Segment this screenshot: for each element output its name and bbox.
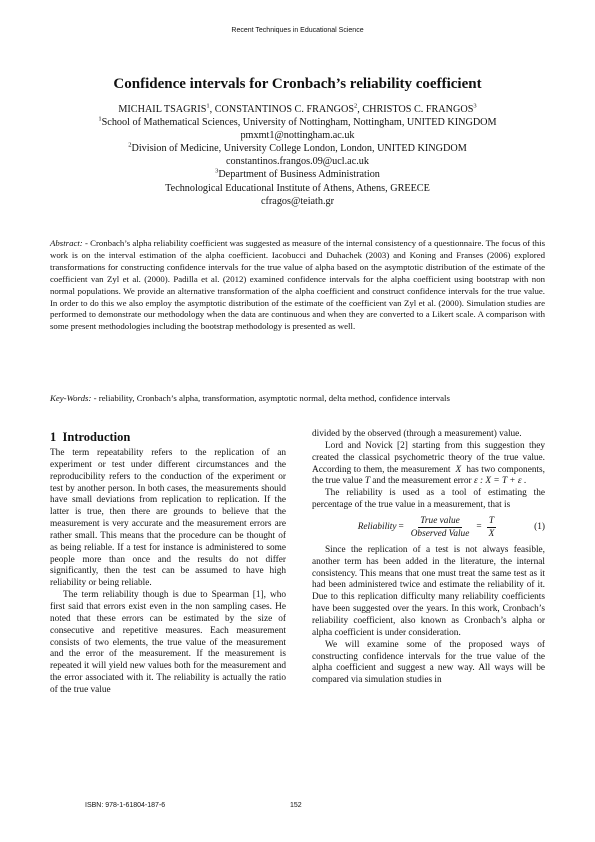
eq-lhs: Reliability <box>357 522 397 533</box>
section-heading <box>50 429 286 445</box>
paragraph: The term reliability though is due to Spearman [1], who first said that errors exist even in the non sampling cases. He noted that these errors can be estimated by the size of consecutive and repetitive measures. Each measurement consists of two elements, the true value of the measurement and the error of the measurement. If the measurement is repeated it will yield new values both for the measurement and the error associated with it. The reliability is actually the ratio of the true value <box>50 590 286 695</box>
eq-fraction <box>409 516 472 539</box>
paragraph-text: and the measurement error <box>372 476 474 487</box>
affiliation-sup: 3 <box>215 168 219 176</box>
eq-equals: = <box>398 522 404 533</box>
abstract-text: - Cronbach’s alpha reliability coefficient was suggested as measure of the internal consistency of a questionnaire. The focus of this work is on the interval estimation of the alpha coefficient. Iacobucci and Duhachek (2003) and Koning and Franses (2006) explored transformations for constructing confidence intervals for the true value of alpha based on the asymptotic distribution of the estimate of the coefficient van Zyl et al. (2000). Padilla et al. (2012) examined confidence intervals for the alpha coefficient using bootstrap with non normal populations. We provide an alternative transformation of the alpha coefficient and construct confidence intervals for the true value. In order to do this we also employ the asymptotic distribution of the estimate of the coefficient van Zyl et al. (2000). Simulation studies are performed to demonstrate our methodology when the data are continuous and when they are converted to a Likert scale. A comparison with some present methodologies including the bootstrap methodology is presented as well. <box>50 238 545 332</box>
eq-numerator: T <box>488 515 494 526</box>
keywords-text: - reliability, Cronbach’s alpha, transformation, asymptotic normal, delta method, confidence intervals <box>91 393 450 403</box>
page-number: 152 <box>290 802 302 809</box>
affiliation-text: Division of Medicine, University College London, London, UNITED KINGDOM <box>131 143 467 155</box>
author-sup: 3 <box>473 102 477 110</box>
eq-fraction <box>487 516 497 539</box>
paragraph: Lord and Novick [2] starting from this suggestion they created the classical psychometric theory of the true value. According to them, the measurement X has two components, the true value T and the measurement error ε : X = T + ε . <box>312 440 545 487</box>
running-header: Recent Techniques in Educational Science <box>231 27 364 34</box>
affiliation-email: cfragos@teiath.gr <box>260 195 335 207</box>
paragraph: Since the replication of a test is not always feasible, another term has been added in the literature, the internal consistency. This means that one must treat the same test as it had been administered twice and estimate the reliability of it. Due to this replication difficulty many reliability coefficients have been suggested over the years. In this work, Cronbach’s reliability coefficient, also known as Cronbach’s alpha or alpha coefficient is under consideration. <box>312 544 545 638</box>
footer-isbn: ISBN: 978-1-61804-187-6 <box>85 802 166 809</box>
author-list: MICHAIL TSAGRIS$^1$, CONSTANTINOS C. FRANGOS$^2$, CHRISTOS C. FRANGOS$^3$ <box>118 102 477 115</box>
affiliation-text: Technological Educational Institute of Athens, Athens, GREECE <box>165 182 430 194</box>
eq-denominator: Observed Value <box>410 528 470 539</box>
paper-title: Confidence intervals for Cronbach’s reliability coefficient <box>113 76 482 92</box>
affiliation-sup: 1 <box>98 115 102 123</box>
section-title: Introduction <box>62 430 131 444</box>
affiliation-line <box>30 168 565 181</box>
affiliation-line <box>30 116 565 129</box>
eq-denominator: X <box>488 528 495 539</box>
left-column <box>50 429 286 697</box>
paragraph: The term repeatability refers to the replication of an experiment or test under different circumstances and the reproducibility refers to the conduction of the experiment or test by another person. In both cases, the measurements should have small deviations from replication to replication. If the latter is true, then there are grounds to believe that the measurement is very accurate and the measurement errors are rather small. This means that the procedure can be thought of as being reliable. If a test for instance is administered to some people more than once and the results do not differ significantly, then the test can be assumed to have high reliability or being reliable. <box>50 448 286 589</box>
eq-equals: = <box>476 522 482 533</box>
paragraph: We will examine some of the proposed ways of constructing confidence intervals for the true value of the alpha coefficient and suggest a new way. All ways will be compared via simulation studies in <box>312 639 545 686</box>
affiliation-line <box>30 142 565 155</box>
paragraph: divided by the observed (through a measurement) value. <box>312 429 522 439</box>
abstract-label: Abstract: <box>50 238 83 248</box>
math-expression: ε : X = T + ε <box>473 476 522 487</box>
right-column <box>312 429 545 687</box>
author-name: MICHAIL TSAGRIS <box>118 104 207 115</box>
section-number: 1 <box>50 430 57 444</box>
abstract <box>50 238 545 333</box>
affiliation-email: pmxmt1@nottingham.ac.uk <box>240 130 355 142</box>
eq-numerator: True value <box>420 515 460 526</box>
paragraph: The reliability is used as a tool of estimating the percentage of the true value in a measurement, that is <box>312 488 545 511</box>
affiliation-text: Department of Business Administration <box>218 169 380 181</box>
affiliation-email: constantinos.frangos.09@ucl.ac.uk <box>226 156 369 168</box>
author-sup: 2 <box>354 102 358 110</box>
paragraph-text: has two components, the true value <box>312 464 545 487</box>
equation-number: (1) <box>534 522 545 533</box>
author-sup: 1 <box>206 102 210 110</box>
author-block <box>30 103 565 208</box>
affiliation-text: School of Mathematical Sciences, University of Nottingham, Nottingham, UNITED KINGDOM <box>101 117 497 129</box>
math-symbol: T <box>364 476 373 487</box>
keywords-label: Key-Words: <box>50 393 92 403</box>
keywords <box>50 393 545 405</box>
paragraph-text: Lord and Novick [2] starting from this suggestion they created the classical psychometric theory of the true value. According to them, the measurement <box>312 440 545 475</box>
equation-1 <box>312 516 545 539</box>
author-name: CHRISTOS C. FRANGOS <box>362 104 474 115</box>
author-name: CONSTANTINOS C. FRANGOS <box>214 104 354 115</box>
affiliation-sup: 2 <box>128 141 132 149</box>
math-symbol: X <box>453 464 464 475</box>
